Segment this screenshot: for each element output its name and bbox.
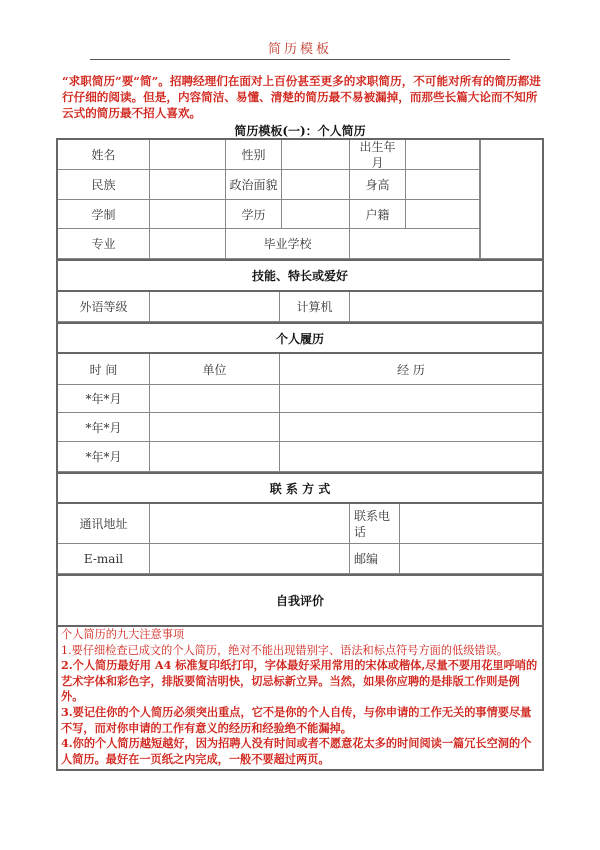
header-divider <box>90 59 510 60</box>
label-phone: 联系电话 <box>350 504 400 544</box>
field-political[interactable] <box>282 170 350 200</box>
label-political: 政治面貌 <box>226 170 282 200</box>
history-col-unit: 单位 <box>150 354 280 385</box>
history-row-date: *年*月 <box>58 442 150 472</box>
label-birth: 出生年月 <box>350 140 406 170</box>
field-height[interactable] <box>406 170 480 200</box>
field-phone[interactable] <box>400 504 542 544</box>
history-row-exp[interactable] <box>280 442 542 472</box>
history-row-unit[interactable] <box>150 385 280 413</box>
history-row-exp[interactable] <box>280 413 542 442</box>
field-major[interactable] <box>150 229 226 259</box>
field-computer[interactable] <box>350 292 542 322</box>
field-degree[interactable] <box>150 200 226 229</box>
note-item: 2.个人简历最好用 A4 标准复印纸打印，字体最好采用常用的宋体或楷体,尽量不要用花里呼哨的艺术字体和彩色字，排版要简洁明快，切忌标新立异。当然，如果你应聘的是排版工作则是例外。 <box>61 658 538 704</box>
document-header-title: 简历模板 <box>267 42 332 57</box>
field-gender[interactable] <box>282 140 350 170</box>
label-hukou: 户籍 <box>350 200 406 229</box>
history-row-unit[interactable] <box>150 413 280 442</box>
history-row-unit[interactable] <box>150 442 280 472</box>
label-computer: 计算机 <box>280 292 350 322</box>
label-gender: 性别 <box>226 140 282 170</box>
section-skills: 技能、特长或爱好 <box>58 259 542 292</box>
label-school: 毕业学校 <box>226 229 350 259</box>
notes-block <box>58 627 542 767</box>
label-postcode: 邮编 <box>350 544 400 574</box>
label-height: 身高 <box>350 170 406 200</box>
field-ethnicity[interactable] <box>150 170 226 200</box>
note-item: 4.你的个人简历越短越好，因为招聘人没有时间或者不愿意花太多的时间阅读一篇冗长空洞的个人简历。最好在一页纸之内完成，一般不要超过两页。 <box>61 736 532 766</box>
section-history: 个人履历 <box>58 322 542 354</box>
form-caption: 简历模板(一)：个人简历 <box>234 124 366 138</box>
photo-area[interactable] <box>480 140 542 259</box>
resume-form <box>56 138 544 771</box>
field-education[interactable] <box>282 200 350 229</box>
field-name[interactable] <box>150 140 226 170</box>
field-birth[interactable] <box>406 140 480 170</box>
intro-paragraph: “求职简历”要“简”。招聘经理们在面对上百份甚至更多的求职简历，不可能对所有的简历都进行仔细的阅读。但是，内容简洁、易懂、清楚的简历最不易被漏掉，而那些长篇大论而不知所云式的简历最不招人喜欢。 <box>62 74 541 120</box>
field-postcode[interactable] <box>400 544 542 574</box>
field-language[interactable] <box>150 292 280 322</box>
field-hukou[interactable] <box>406 200 480 229</box>
section-self-evaluation: 自我评价 <box>58 574 542 627</box>
notes-heading: 个人简历的九大注意事项 <box>61 628 185 641</box>
history-row-date: *年*月 <box>58 413 150 442</box>
note-item: 3.要记住你的个人简历必须突出重点，它不是你的个人自传，与你申请的工作无关的事情要尽量不写，而对你申请的工作有意义的经历和经验绝不能漏掉。 <box>61 704 532 735</box>
history-row-date: *年*月 <box>58 385 150 413</box>
label-degree: 学制 <box>58 200 150 229</box>
section-contact: 联 系 方 式 <box>58 472 542 504</box>
field-address[interactable] <box>150 504 350 544</box>
field-email[interactable] <box>150 544 350 574</box>
note-item: 1.要仔细检查已成文的个人简历，绝对不能出现错别字、语法和标点符号方面的低级错误。 <box>61 643 508 657</box>
history-col-exp: 经 历 <box>280 354 542 385</box>
label-address: 通讯地址 <box>58 504 150 544</box>
history-row-exp[interactable] <box>280 385 542 413</box>
label-name: 姓名 <box>58 140 150 170</box>
history-col-time: 时 间 <box>58 354 150 385</box>
field-school[interactable] <box>350 229 480 259</box>
label-language: 外语等级 <box>58 292 150 322</box>
label-education: 学历 <box>226 200 282 229</box>
label-major: 专业 <box>58 229 150 259</box>
label-email: E-mail <box>58 544 150 574</box>
label-ethnicity: 民族 <box>58 170 150 200</box>
